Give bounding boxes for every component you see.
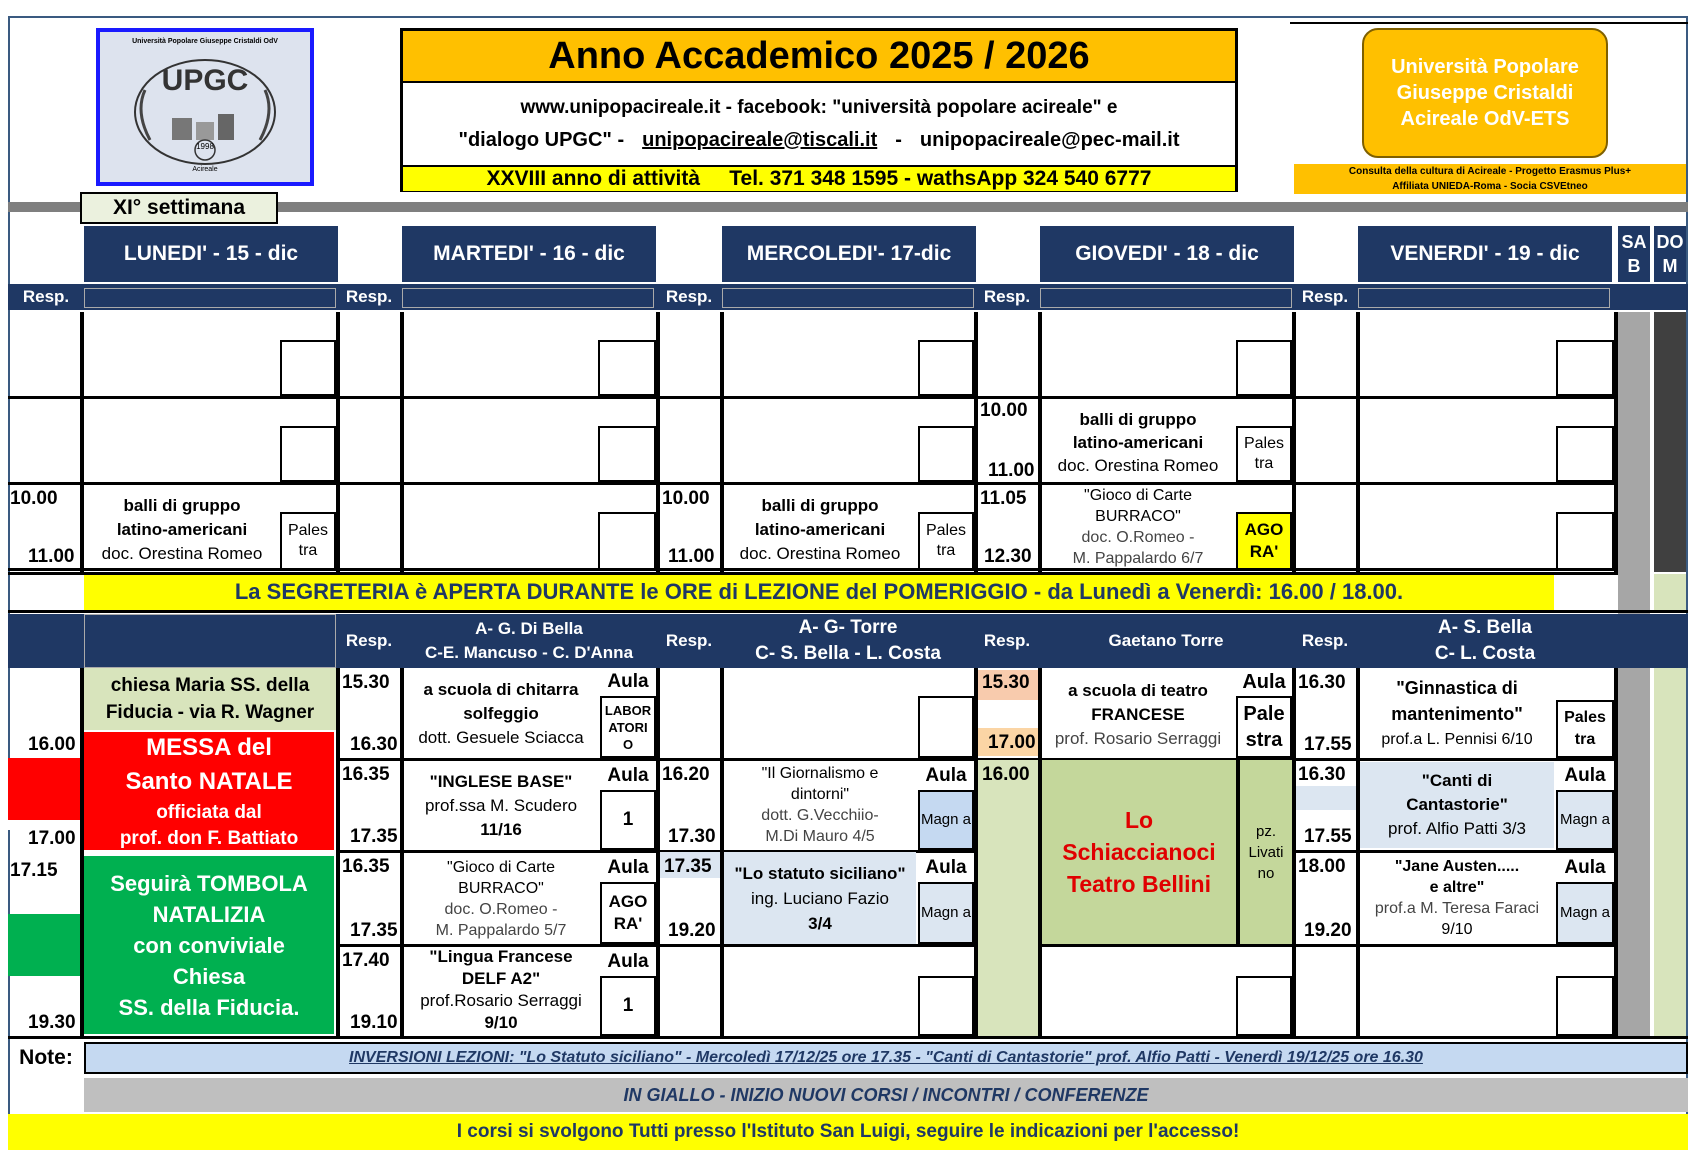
- thu-pm1-end: 17.00: [988, 732, 1036, 753]
- room-box: [918, 426, 974, 482]
- thu-pm1-room-label: Aula: [1242, 670, 1286, 693]
- course-line: a scuola di chitarra: [423, 680, 579, 699]
- resp-field-wed: [722, 288, 974, 308]
- sun-column-afternoon: [1654, 668, 1686, 1038]
- course-line: "Lo statuto siciliano": [734, 863, 906, 883]
- room-box: [1556, 426, 1614, 482]
- resp-field-thu: [1040, 288, 1292, 308]
- messa-sub: officiata dal: [156, 802, 262, 823]
- thu-pm1-start: 15.30: [982, 672, 1030, 693]
- course-line: DELF A2": [461, 969, 541, 988]
- room-box: [598, 340, 656, 396]
- logo-year: 1998: [196, 142, 214, 151]
- course-line: balli di gruppo: [1079, 409, 1197, 429]
- head-line: A- G- Torre: [798, 617, 898, 638]
- badge-line-3: Acireale OdV-ETS: [1400, 108, 1570, 130]
- wed-morning-course[interactable]: [724, 490, 916, 570]
- fri-pm1-room: [1556, 700, 1614, 758]
- course-teacher: prof. Rosario Serraggi: [1054, 729, 1222, 748]
- room-box: [1556, 340, 1614, 396]
- tombola-line: NATALIZIA: [152, 901, 266, 927]
- tue-pm1-room: LABOR ATORI O: [600, 696, 656, 758]
- room-line: tra: [1574, 731, 1596, 748]
- room-box: [598, 426, 656, 482]
- tue-pm4-start: 17.40: [342, 950, 390, 971]
- course-teacher: doc. Orestina Romeo: [739, 544, 901, 563]
- course-line: latino-americani: [754, 520, 886, 539]
- day-header-mon: LUNEDI' - 15 - dic: [84, 226, 338, 282]
- day-header-tue: MARTEDI' - 16 - dic: [402, 226, 656, 282]
- resp-label-pm-thu: Resp.: [983, 631, 1031, 650]
- tue-pm1-room-label: Aula: [607, 671, 649, 692]
- logo-text: UPGC: [161, 64, 249, 97]
- fri-pm2-start: 16.30: [1298, 764, 1346, 785]
- tue-pm2-course[interactable]: [404, 764, 598, 848]
- course-line: latino-americani: [1072, 432, 1204, 452]
- course-line: a scuola di teatro: [1068, 681, 1208, 700]
- wed-morning-end: 11.00: [668, 546, 715, 567]
- thu-pm2-location: pz. Livati no: [1240, 760, 1292, 944]
- resp-label-thu: Resp.: [983, 287, 1031, 306]
- phone-bar: XXVIII anno di attività Tel. 371 348 1595 - wathsApp 324 540 6777: [403, 165, 1235, 191]
- title-box: [400, 28, 1238, 192]
- course-line: mantenimento": [1391, 704, 1523, 724]
- tue-pm4-room-label: Aula: [607, 951, 649, 972]
- page-title: Anno Accademico 2025 / 2026: [403, 31, 1235, 83]
- messa-title: MESSA del: [146, 734, 272, 761]
- thu-pm1-room: Pale stra: [1236, 696, 1292, 758]
- thu-pm1-course[interactable]: [1042, 674, 1234, 756]
- tue-pm4-course[interactable]: [404, 946, 598, 1034]
- thu-morning1-room: Pales tra: [1236, 426, 1292, 482]
- badge-line-1: Università Popolare: [1391, 56, 1579, 78]
- website-line: www.unipopacireale.it - facebook: "università popolare acireale" e: [520, 97, 1118, 118]
- room-box: [598, 512, 656, 570]
- thu-pm2-start: 16.00: [982, 764, 1030, 785]
- fri-pm3-course[interactable]: [1360, 854, 1554, 942]
- course-line: BURRACO": [1095, 508, 1181, 525]
- head-line: C- L. Costa: [1434, 643, 1536, 664]
- head-line: C-E. Mancuso - C. D'Anna: [424, 643, 634, 662]
- thu-morning1-end: 11.00: [988, 460, 1035, 481]
- sun-column-seg: [1654, 574, 1686, 610]
- room-box: [1556, 512, 1614, 570]
- wed-pm1-end: 17.30: [668, 826, 716, 847]
- room-box: [1236, 340, 1292, 396]
- fri-pm1-start: 16.30: [1298, 672, 1346, 693]
- mon-morning-end: 11.00: [28, 546, 75, 567]
- course-line: "Canti di: [1421, 771, 1493, 790]
- fri-pm2-room-label: Aula: [1564, 765, 1606, 786]
- thu-morning1-course[interactable]: [1042, 402, 1234, 482]
- messa-sub: prof. don F. Battiato: [119, 828, 299, 849]
- course-line: Cantastorie": [1406, 795, 1508, 814]
- giallo-note: IN GIALLO - INIZIO NUOVI CORSI / INCONTRI / CONFERENZE: [84, 1078, 1688, 1112]
- wed-pm1-course[interactable]: [724, 762, 916, 848]
- university-badge: [1362, 28, 1608, 158]
- day-header-thu: GIOVEDI' - 18 - dic: [1040, 226, 1294, 282]
- fri-pm1-course[interactable]: [1360, 672, 1554, 756]
- course-teacher: prof.a L. Pennisi 6/10: [1381, 731, 1533, 748]
- mon-pm-t2: 17.00: [28, 828, 76, 849]
- consulta-box: [1294, 164, 1686, 194]
- wed-morning-start: 10.00: [662, 488, 710, 509]
- course-teacher: doc. O.Romeo -: [1081, 529, 1195, 546]
- head-line: A- G. Di Bella: [475, 619, 583, 638]
- course-teacher: M. Pappalardo 6/7: [1072, 550, 1204, 567]
- location-note: I corsi si svolgono Tutti presso l'Istituto San Luigi, seguire le indicazioni per l'accesso!: [8, 1114, 1688, 1150]
- contact-line: [403, 125, 1235, 155]
- consulta-line-1: Consulta della cultura di Acireale - Progetto Erasmus Plus+: [1348, 166, 1632, 177]
- course-teacher: dott. G.Vecchiio-: [761, 807, 879, 824]
- course-line: latino-americani: [116, 520, 248, 539]
- day-header-sat: SA B: [1618, 226, 1650, 282]
- separator: -: [895, 128, 902, 151]
- mon-morning-room: Pales tra: [280, 512, 336, 570]
- course-lessons: 3/4: [808, 913, 832, 933]
- tombola-line: Seguirà TOMBOLA: [110, 870, 308, 896]
- event-line: Lo: [1124, 807, 1154, 833]
- fri-pm3-room-label: Aula: [1564, 857, 1606, 878]
- course-teacher: ing. Luciano Fazio: [751, 888, 889, 908]
- wed-pm2-room: Magn a: [918, 882, 974, 944]
- course-line: "Jane Austen.....: [1394, 858, 1520, 875]
- resp-label-pm-fri: Resp.: [1301, 631, 1349, 650]
- course-line: solfeggio: [463, 704, 539, 723]
- mon-pm-t1: 16.00: [28, 734, 76, 755]
- tue-pm-head: [402, 614, 656, 668]
- wed-pm2-course[interactable]: [724, 852, 916, 944]
- consulta-line-2: Affiliata UNIEDA-Roma - Socia CSVEtneo: [1392, 181, 1588, 192]
- resp-label-pm-wed: Resp.: [665, 631, 713, 650]
- wed-pm2-room-label: Aula: [925, 857, 967, 878]
- tue-pm3-end: 17.35: [350, 920, 398, 941]
- fri-pm2-course[interactable]: [1360, 762, 1554, 848]
- course-line: balli di gruppo: [123, 496, 241, 515]
- tue-pm4-end: 19.10: [350, 1012, 398, 1033]
- wed-pm1-room-label: Aula: [925, 765, 967, 786]
- room-box: [280, 340, 336, 396]
- tue-pm3-course[interactable]: [404, 856, 598, 942]
- thu-morning1-start: 10.00: [980, 400, 1028, 421]
- tue-pm2-room-label: Aula: [607, 765, 649, 786]
- course-lessons: 9/10: [1441, 921, 1473, 938]
- notes-label: Note:: [19, 1046, 73, 1069]
- mon-pm-t3: 17.15: [10, 860, 58, 881]
- thu-pm2-time-bg: [978, 760, 1038, 1036]
- course-teacher: doc. Orestina Romeo: [1057, 455, 1219, 475]
- week-label: XI° settimana: [80, 192, 278, 224]
- room-line: Pales: [1564, 709, 1606, 726]
- logo-emblem: [100, 32, 310, 182]
- messa-title: Santo NATALE: [125, 768, 293, 795]
- event-line: Schiaccianoci: [1062, 839, 1216, 865]
- course-line: FRANCESE: [1091, 705, 1185, 724]
- schiaccianoci-event[interactable]: [1042, 760, 1236, 944]
- fri-pm3-end: 19.20: [1304, 920, 1352, 941]
- course-line: dintorni": [790, 786, 850, 803]
- tombola-line: con conviviale: [133, 932, 285, 958]
- tue-pm1-course[interactable]: [404, 672, 598, 756]
- course-lessons: 9/10: [484, 1013, 518, 1032]
- mon-morning-course[interactable]: [86, 490, 278, 570]
- course-teacher: prof.Rosario Serraggi: [420, 991, 582, 1010]
- resp-label-tue: Resp.: [345, 287, 393, 306]
- church-location: [84, 668, 336, 730]
- course-teacher: doc. O.Romeo -: [444, 901, 558, 918]
- head-line: C- S. Bella - L. Costa: [755, 643, 941, 664]
- event-line: Teatro Bellini: [1067, 871, 1211, 897]
- course-line: "Gioco di Carte: [1084, 487, 1192, 504]
- course-line: "INGLESE BASE": [429, 772, 573, 791]
- day-header-sun: DO M: [1654, 226, 1686, 282]
- course-teacher: doc. Orestina Romeo: [101, 544, 263, 563]
- tue-pm1-start: 15.30: [342, 672, 390, 693]
- badge-line-2: Giuseppe Cristaldi: [1396, 82, 1574, 104]
- logo-top-text: Università Popolare Giuseppe Cristaldi OdV: [132, 38, 278, 45]
- thu-morning2-start: 11.05: [980, 488, 1027, 509]
- fri-pm1-end: 17.55: [1304, 734, 1352, 755]
- course-teacher: prof.a M. Teresa Faraci: [1374, 900, 1540, 917]
- course-line: "Il Giornalismo e: [761, 765, 879, 782]
- tue-pm2-start: 16.35: [342, 764, 390, 785]
- head-line: A- S. Bella: [1438, 617, 1532, 638]
- flag-red: [8, 758, 80, 820]
- wed-pm2-start: 17.35: [664, 856, 712, 877]
- course-line: balli di gruppo: [761, 496, 879, 515]
- wed-pm1-start: 16.20: [662, 764, 710, 785]
- wed-pm2-end: 19.20: [668, 920, 716, 941]
- course-line: "Ginnastica di: [1396, 678, 1518, 698]
- messa-event[interactable]: [84, 732, 334, 850]
- flag-green: [8, 914, 80, 976]
- tue-pm3-room-label: Aula: [607, 857, 649, 878]
- fri-pm2-time-bg: [1296, 786, 1356, 810]
- fri-pm3-start: 18.00: [1298, 856, 1346, 877]
- mon-pm-head: [84, 614, 336, 668]
- logo-bottom-text: Acireale: [192, 166, 218, 173]
- email-link[interactable]: unipopacireale@tiscali.it: [642, 128, 878, 151]
- course-teacher: M.Di Mauro 4/5: [765, 828, 875, 845]
- course-line: "Gioco di Carte: [447, 859, 555, 876]
- mon-pm-t4: 19.30: [28, 1012, 76, 1033]
- mon-morning-start: 10.00: [10, 488, 58, 509]
- day-header-wed: MERCOLEDI'- 17-dic: [722, 226, 976, 282]
- tue-pm3-room: AGO RA': [600, 882, 656, 944]
- thu-morning2-room: AGO RA': [1236, 512, 1292, 570]
- tombola-line: Chiesa: [172, 963, 246, 989]
- resp-label-mon: Resp.: [22, 287, 70, 306]
- sat-column: [1618, 312, 1650, 1038]
- resp-field-tue: [402, 288, 654, 308]
- tombola-line: SS. della Fiducia.: [118, 994, 300, 1020]
- tue-pm4-room: 1: [600, 976, 656, 1036]
- tue-pm1-end: 16.30: [350, 734, 398, 755]
- course-line: BURRACO": [458, 880, 544, 897]
- course-teacher: prof. Alfio Patti 3/3: [1388, 819, 1526, 838]
- course-line: e altre": [1429, 879, 1485, 896]
- resp-field-mon: [84, 288, 336, 308]
- room-box: [918, 696, 974, 758]
- resp-field-fri: [1358, 288, 1610, 308]
- tue-pm3-start: 16.35: [342, 856, 390, 877]
- room-box: [918, 340, 974, 396]
- church-line: Fiducia - via R. Wagner: [105, 702, 315, 723]
- resp-label-fri: Resp.: [1301, 287, 1349, 306]
- wed-pm1-room: Magn a: [918, 790, 974, 850]
- thu-pm-head: Gaetano Torre: [1108, 631, 1224, 650]
- logo: [96, 28, 314, 186]
- church-line: chiesa Maria SS. della: [110, 675, 310, 696]
- resp-label-pm-tue: Resp.: [345, 631, 393, 650]
- header-rule: [1290, 16, 1688, 24]
- room-box: [1556, 976, 1614, 1036]
- sun-column-morning: [1654, 312, 1686, 572]
- wed-pm-head: [722, 614, 974, 668]
- tue-pm2-end: 17.35: [350, 826, 398, 847]
- fri-pm3-room: Magn a: [1556, 882, 1614, 944]
- course-teacher: M. Pappalardo 5/7: [435, 922, 567, 939]
- thu-morning2-end: 12.30: [984, 546, 1032, 567]
- day-header-fri: VENERDI' - 19 - dic: [1358, 226, 1612, 282]
- segreteria-banner: La SEGRETERIA è APERTA DURANTE le ORE di LEZIONE del POMERIGGIO - da Lunedì a Venerdì: 16.00 / 18.00.: [84, 574, 1554, 610]
- dialogo-text: "dialogo UPGC" -: [458, 128, 625, 151]
- inversioni-note: INVERSIONI LEZIONI: "Lo Statuto siciliano" - Mercoledì 17/12/25 ore 17.35 - "Canti di Cantastorie" prof. Alfio Patti - Venerdì 19/12/25 ore 16.30: [84, 1042, 1688, 1074]
- room-box: [918, 976, 974, 1036]
- fri-pm2-room: Magn a: [1556, 790, 1614, 850]
- room-box: [280, 426, 336, 482]
- course-line: "Lingua Francese: [429, 947, 573, 966]
- wed-morning-room: Pales tra: [918, 512, 974, 570]
- room-box: [1236, 976, 1292, 1036]
- resp-label-wed: Resp.: [665, 287, 713, 306]
- fri-pm-head: [1358, 614, 1612, 668]
- fri-pm2-end: 17.55: [1304, 826, 1352, 847]
- course-lessons: 11/16: [480, 820, 522, 839]
- thu-morning2-course[interactable]: [1042, 484, 1234, 570]
- tombola-event[interactable]: [84, 856, 334, 1034]
- tue-pm2-room: 1: [600, 790, 656, 850]
- course-teacher: dott. Gesuele Sciacca: [418, 728, 584, 747]
- pec-email: unipopacireale@pec-mail.it: [919, 128, 1180, 151]
- course-teacher: prof.ssa M. Scudero: [424, 796, 578, 815]
